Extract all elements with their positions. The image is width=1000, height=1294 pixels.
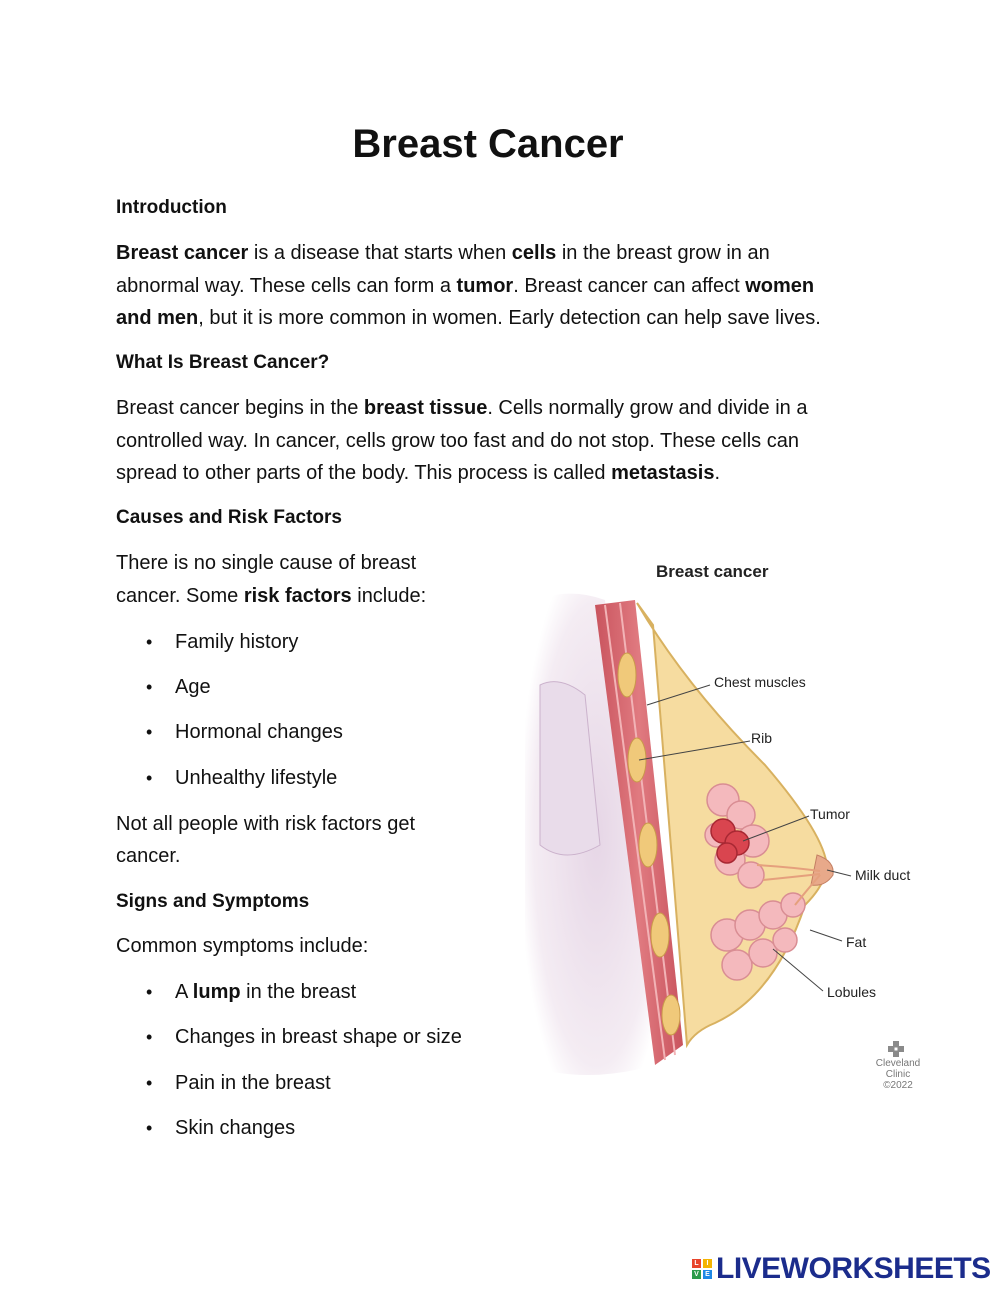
figure-credit: Cleveland Clinic ©2022: [875, 1058, 921, 1091]
causes-line-2: cancer. Some risk factors include:: [116, 585, 427, 607]
causes-note-2: cancer.: [116, 845, 181, 867]
signs-intro: Common symptoms include:: [116, 935, 369, 957]
causes-note-1: Not all people with risk factors get: [116, 813, 416, 835]
rib-shape: [639, 823, 657, 867]
label-lobules: Lobules: [827, 984, 877, 1000]
intro-line-2: abnormal way. These cells can form a tumor. Breast cancer can affect women: [116, 275, 815, 297]
what-heading: What Is Breast Cancer?: [116, 352, 330, 373]
list-item: • Pain in the breast: [146, 1072, 331, 1094]
rib-shape: [628, 738, 646, 782]
page-title: Breast Cancer: [352, 122, 624, 166]
list-item: • Family history: [146, 631, 299, 653]
causes-heading: Causes and Risk Factors: [116, 507, 342, 528]
causes-line-1: There is no single cause of breast: [116, 552, 417, 574]
list-item: • Changes in breast shape or size: [146, 1026, 462, 1048]
list-item: • Hormonal changes: [146, 721, 343, 743]
rib-shape: [651, 913, 669, 957]
intro-heading: Introduction: [116, 197, 227, 218]
rib-shape: [662, 995, 680, 1035]
what-line-2: controlled way. In cancer, cells grow too fast and do not stop. These cells can: [116, 430, 799, 452]
intro-line-3: and men, but it is more common in women. Early detection can help save lives.: [116, 307, 821, 329]
breast-anatomy-illustration: [505, 545, 935, 1105]
list-item: • A lump in the breast: [146, 981, 357, 1003]
label-fat: Fat: [846, 934, 867, 950]
list-item: • Age: [146, 676, 211, 698]
what-line-1: Breast cancer begins in the breast tissue. Cells normally grow and divide in a: [116, 397, 808, 419]
bullet-icon: •: [146, 632, 153, 652]
label-milk-duct: Milk duct: [855, 867, 911, 883]
label-chest-muscles: Chest muscles: [714, 674, 806, 690]
figure-title: Breast cancer: [656, 562, 769, 581]
signs-heading: Signs and Symptoms: [116, 891, 310, 912]
bullet-icon: •: [146, 982, 153, 1002]
intro-line-1: Breast cancer is a disease that starts when cells in the breast grow in an: [116, 242, 770, 264]
cleveland-clinic-logo-icon: [888, 1041, 904, 1057]
list-item: • Unhealthy lifestyle: [146, 767, 338, 789]
rib-shape: [618, 653, 636, 697]
bullet-icon: •: [146, 1118, 153, 1138]
label-rib: Rib: [751, 730, 773, 746]
liveworksheets-brand: LIVEWORKSHEETS: [716, 1252, 991, 1285]
bullet-icon: •: [146, 768, 153, 788]
what-line-3: spread to other parts of the body. This process is called metastasis.: [116, 462, 721, 484]
bullet-icon: •: [146, 722, 153, 742]
bullet-icon: •: [146, 677, 153, 697]
liveworksheets-blocks-icon: L I V E: [692, 1259, 712, 1279]
list-item: • Skin changes: [146, 1117, 296, 1139]
label-tumor: Tumor: [810, 806, 850, 822]
bullet-icon: •: [146, 1027, 153, 1047]
bullet-icon: •: [146, 1073, 153, 1093]
liveworksheets-logo: [692, 1252, 991, 1286]
